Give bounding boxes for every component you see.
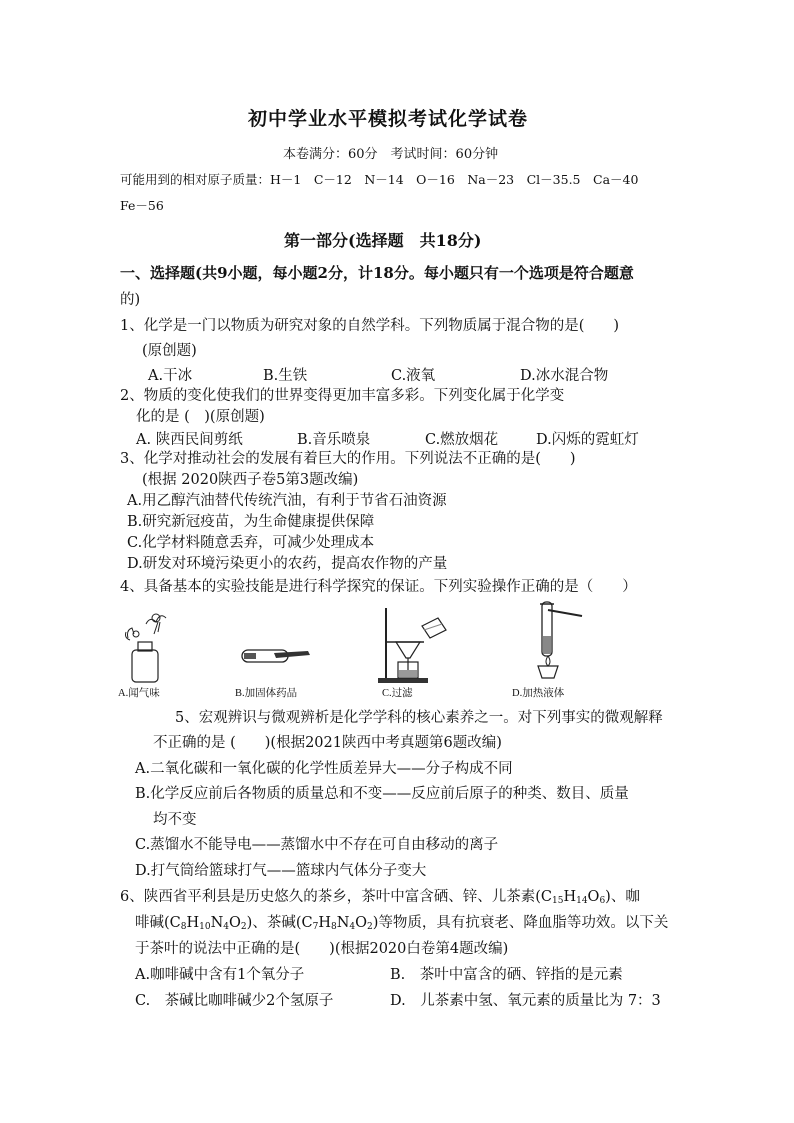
- question-1-source: (原创题): [142, 343, 197, 359]
- part1-instruction: 一、选择题(共9小题，每小题2分，计18分。每小题只有一个选项是符合题意: [120, 264, 634, 282]
- question-2-stem-cont: 化的是 ( )(原创题): [136, 409, 265, 425]
- question-6-stem-line-2: 啡碱$(C_8H_{10}N_4O_2)$、茶碱$(C_7H_8N_4O_2)$等物质，具有抗衰老、降血脂等功效。以下关: [135, 915, 669, 932]
- question-3-option-d: D.研发对环境污染更小的农药，提高农作物的产量: [127, 556, 448, 572]
- question-6-stem-line-3: 于茶叶的说法中正确的是( )(根据2020白卷第4题改编): [135, 941, 509, 957]
- question-6-option-b: B. 茶叶中富含的硒、锌指的是元素: [390, 967, 623, 983]
- question-5-option-d: D.打气筒给篮球打气——篮球内气体分子变大: [135, 863, 427, 879]
- question-6-option-d: D. 儿茶素中氢、氧元素的质量比为 7：3: [390, 993, 661, 1009]
- figure-c-caption: C.过滤: [382, 688, 413, 699]
- question-2-option-a: A. 陕西民间剪纸: [136, 432, 243, 448]
- question-3-option-b: B.研究新冠疫苗，为生命健康提供保障: [127, 514, 375, 530]
- question-2-stem: 2、物质的变化使我们的世界变得更加丰富多彩。下列变化属于化学变: [120, 388, 565, 404]
- question-1-stem: 1、化学是一门以物质为研究对象的自然学科。下列物质属于混合物的是( ): [120, 318, 620, 334]
- part1-title: 第一部分(选择题 共18分): [284, 231, 482, 250]
- question-3-source: (根据 2020陕西子卷5第3题改编): [142, 472, 359, 488]
- question-5-option-a: A.二氧化碳和一氧化碳的化学性质差异大——分子构成不同: [135, 761, 513, 777]
- part1-instruction-cont: 的): [120, 292, 141, 308]
- question-5-option-b: B.化学反应前后各物质的质量总和不变——反应前后原子的种类、数目、质量: [135, 786, 629, 802]
- atomic-masses-line-2: Fe－56: [120, 198, 164, 213]
- question-6-stem-text-2: 等物质，具有抗衰老、降血脂等功效。以下关: [378, 915, 669, 931]
- question-2-option-b: B.音乐喷泉: [297, 432, 371, 448]
- question-6-stem-text-end: 、咖: [610, 889, 640, 905]
- question-5-option-b-cont: 均不变: [153, 812, 197, 828]
- question-1-option-a: A.干冰: [148, 368, 193, 384]
- question-1-option-c: C.液氧: [391, 368, 436, 384]
- question-6-stem: 6、陕西省平利县是历史悠久的茶乡，茶叶中富含硒、锌、儿茶素$(C_{15}H_{14}O_6)$、咖: [120, 889, 640, 906]
- question-3-stem: 3、化学对推动社会的发展有着巨大的作用。下列说法不正确的是( ): [120, 451, 576, 467]
- theophylline-label: 、茶碱(C: [252, 915, 313, 931]
- question-1-option-d: D.冰水混合物: [520, 368, 609, 384]
- question-3-option-a: A.用乙醇汽油替代传统汽油，有利于节省石油资源: [127, 493, 447, 509]
- question-5-option-c: C.蒸馏水不能导电——蒸馏水中不存在可自由移动的离子: [135, 837, 499, 853]
- figure-heating-liquid: [524, 596, 592, 686]
- question-1-option-b: B.生铁: [263, 368, 308, 384]
- question-5-stem: 5、宏观辨识与微观辨析是化学学科的核心素养之一。对下列事实的微观解释: [175, 710, 663, 726]
- page-title: 初中学业水平模拟考试化学试卷: [248, 108, 529, 130]
- figure-b-caption: B.加固体药品: [235, 688, 298, 699]
- figure-filtration: [376, 604, 452, 686]
- figure-adding-solid: [238, 640, 318, 670]
- figure-d-caption: D.加热液体: [512, 688, 565, 699]
- question-4-stem: 4、具备基本的实验技能是进行科学探究的保证。下列实验操作正确的是（ ）: [120, 579, 637, 595]
- question-6-option-a: A.咖啡碱中含有1个氧分子: [135, 967, 305, 983]
- atomic-masses-line-1: 可能用到的相对原子质量：H－1 C－12 N－14 O－16 Na－23 Cl－35.5 Ca－40: [120, 172, 639, 187]
- question-3-option-c: C.化学材料随意丢弃，可减少处理成本: [127, 535, 375, 551]
- question-5-stem-cont: 不正确的是 ( )(根据2021陕西中考真题第6题改编): [153, 735, 502, 751]
- caffeine-label: 啡碱(C: [135, 915, 181, 931]
- question-6-stem-text: 6、陕西省平利县是历史悠久的茶乡，茶叶中富含硒、锌、儿茶素(C: [120, 889, 552, 905]
- exam-info: 本卷满分：60分 考试时间：60分钟: [283, 147, 499, 162]
- figure-smelling-gas: [120, 608, 180, 686]
- question-2-option-d: D.闪烁的霓虹灯: [536, 432, 639, 448]
- question-6-option-c: C. 茶碱比咖啡碱少2个氢原子: [135, 993, 334, 1009]
- figure-a-caption: A.闻气味: [118, 688, 160, 699]
- question-2-option-c: C.燃放烟花: [425, 432, 499, 448]
